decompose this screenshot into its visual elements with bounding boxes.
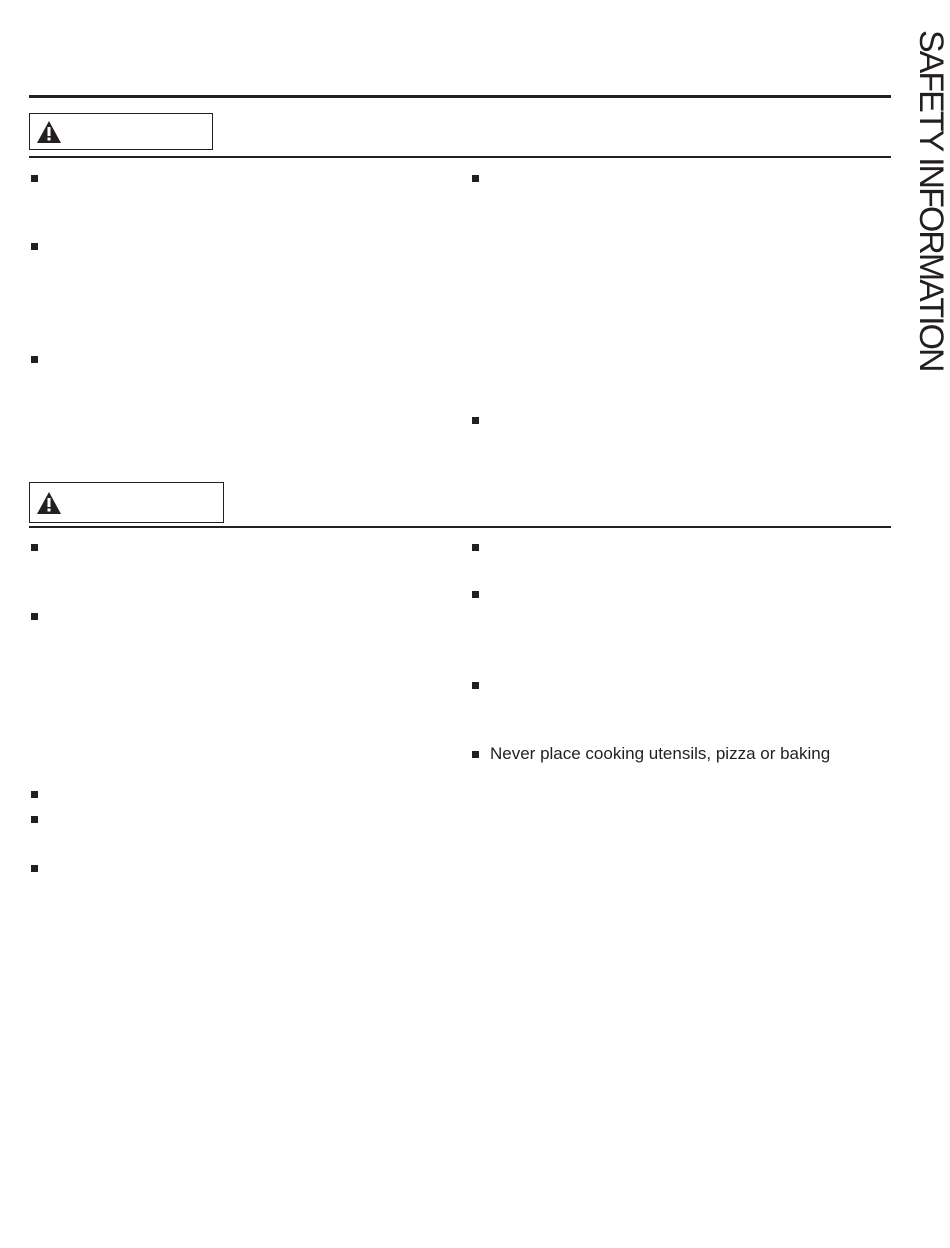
section-rule — [29, 526, 891, 528]
side-tab-label: SAFETY INFORMATION — [912, 30, 950, 371]
warning-triangle-icon — [36, 491, 62, 515]
top-rule — [29, 95, 891, 98]
bullet-icon — [472, 682, 479, 689]
bullet-icon — [31, 544, 38, 551]
bullet-icon — [31, 175, 38, 182]
bullet-icon — [31, 865, 38, 872]
bullet-icon — [31, 243, 38, 250]
bullet-icon — [472, 591, 479, 598]
bullet-icon — [31, 791, 38, 798]
warning-triangle-icon — [36, 120, 62, 144]
bullet-icon — [472, 417, 479, 424]
bullet-icon — [472, 544, 479, 551]
list-item: Never place cooking utensils, pizza or baking — [490, 744, 831, 763]
bullet-icon — [31, 356, 38, 363]
bullet-icon — [472, 175, 479, 182]
bullet-icon — [472, 751, 479, 758]
warning-label-box — [29, 113, 213, 150]
bullet-icon — [31, 816, 38, 823]
bullet-icon — [31, 613, 38, 620]
warning-label-box — [29, 482, 224, 523]
section-rule — [29, 156, 891, 158]
